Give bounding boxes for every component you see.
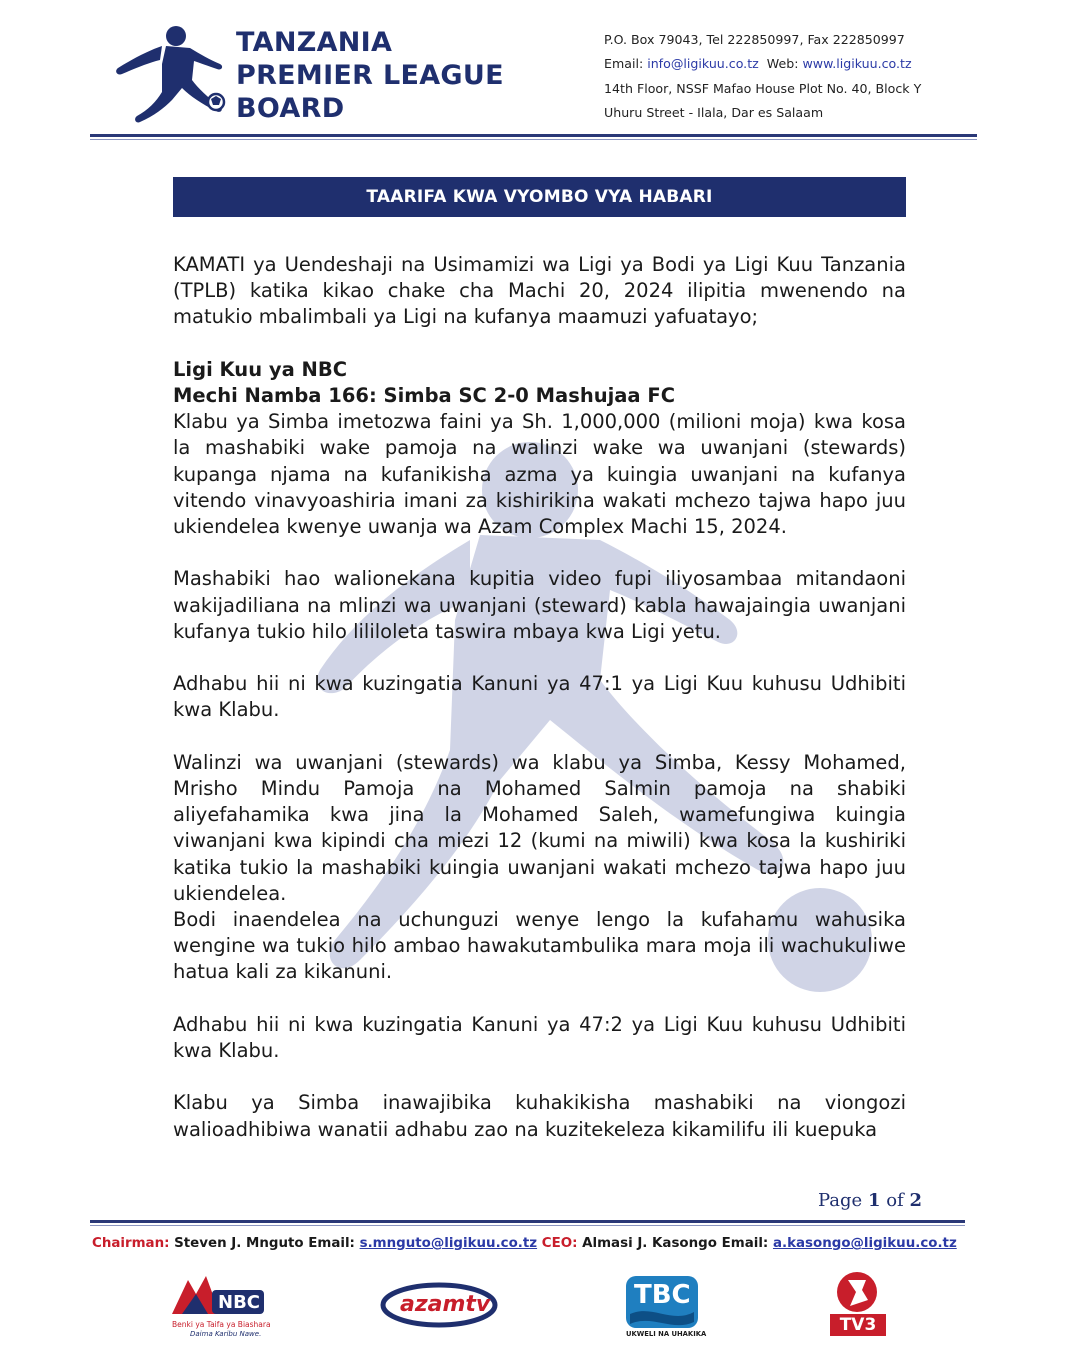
nbc-logo — [168, 1270, 271, 1340]
intro-paragraph: KAMATI ya Uendeshaji na Usimamizi wa Ligi ya Bodi ya Ligi Kuu Tanzania (TPLB) katika kikao chake cha Machi 20, 2024 ilipitia mwenendo na matukio mbalimbali ya Ligi na kufanya maamuzi yafuatayo; — [173, 253, 906, 329]
azamtv-name: azamtv — [400, 1292, 491, 1317]
tv3-logo — [824, 1270, 890, 1340]
chairman-label: Chairman: — [92, 1236, 170, 1251]
ceo-name: Almasi J. Kasongo Email: — [582, 1236, 769, 1251]
contact-web-line — [604, 52, 921, 76]
email-link[interactable]: info@ligikuu.co.tz — [647, 56, 759, 72]
footer-divider-thin — [90, 1225, 965, 1226]
match-heading: Mechi Namba 166: Simba SC 2-0 Mashujaa FC — [173, 384, 676, 407]
tv3-circle-icon — [832, 1270, 898, 1314]
tv3-name: TV3 — [830, 1314, 886, 1336]
league-logo-icon — [110, 24, 228, 124]
paragraph-investigation: Bodi inaendelea na uchunguzi wenye lengo la kufahamu wahusika wengine wa tukio hilo ambao hawakutambulika mara moja ili wachukuliwe hatua kali za kikanuni. — [173, 908, 906, 984]
ceo-label: CEO: — [541, 1236, 578, 1251]
ceo-email-link[interactable]: a.kasongo@ligikuu.co.tz — [772, 1236, 957, 1251]
contact-block — [604, 28, 921, 125]
nbc-name: NBC — [218, 1292, 260, 1313]
azamtv-logo — [380, 1270, 498, 1340]
address-line2: Uhuru Street - Ilala, Dar es Salaam — [604, 104, 824, 120]
paragraph-rule-47-1: Adhabu hii ni kwa kuzingatia Kanuni ya 47:1 ya Ligi Kuu kuhusu Udhibiti kwa Klabu. — [173, 672, 906, 722]
paragraph-rule-47-2: Adhabu hii ni kwa kuzingatia Kanuni ya 47:2 ya Ligi Kuu kuhusu Udhibiti kwa Klabu. — [173, 1012, 906, 1063]
contact-phone-line: P.O. Box 79043, Tel 222850997, Fax 222850997 — [604, 32, 905, 47]
header-divider-thin — [90, 139, 977, 140]
address-line1: 14th Floor, NSSF Mafao House Plot No. 40, Block Y — [604, 80, 922, 96]
page-total: 2 — [909, 1190, 922, 1211]
org-name-line1: TANZANIA — [236, 27, 393, 58]
press-release-banner: TAARIFA KWA VYOMBO VYA HABARI — [173, 177, 906, 217]
page-number — [818, 1190, 922, 1211]
nbc-tagline: Benki ya Taifa ya Biashara — [172, 1320, 271, 1329]
paragraph-stewards-ban: Walinzi wa uwanjani (stewards) wa klabu ya Simba, Kessy Mohamed, Mrisho Mindu Pamoja na Mohamed Salmin pamoja na shabiki aliyefahamika kwa jina la Mohamed Saleh, wamefungiwa kuingia viwanjani kwa kipindi cha miezi 12 (kumi na miwili) kwa kosa la kushiriki katika tukio la mashabiki kuingia uwanjani wakati mchezo tajwa hapo juu ukiendelea. — [173, 750, 906, 905]
org-name — [236, 26, 504, 125]
org-name-line3: BOARD — [236, 93, 345, 124]
header-divider — [90, 134, 977, 137]
paragraph-fine: Klabu ya Simba imetozwa faini ya Sh. 1,000,000 (milioni moja) kwa kosa la mashabiki wake pamoja na walinzi wake wa uwanjani (stewards) kupanga njama na kufanikisha azma ya kuingia uwanjani na kufanya vitendo vinavyoashiria imani za kishirikina wakati mchezo tajwa hapo juu ukiendelea kwenye uwanja wa Azam Complex Machi 15, 2024. — [173, 410, 906, 539]
league-heading: Ligi Kuu ya NBC — [173, 357, 348, 381]
tbc-tagline: UKWELI NA UHAKIKA — [626, 1330, 707, 1338]
footer-divider — [90, 1220, 965, 1223]
web-link[interactable]: www.ligikuu.co.tz — [802, 56, 912, 72]
web-label: Web: — [766, 56, 799, 72]
letterhead — [90, 18, 980, 130]
org-name-line2: PREMIER LEAGUE — [236, 60, 504, 91]
page-current: 1 — [867, 1190, 881, 1211]
chairman-email-link[interactable]: s.mnguto@ligikuu.co.tz — [359, 1236, 538, 1251]
tbc-logo — [622, 1270, 707, 1340]
officials-line — [92, 1236, 957, 1251]
tbc-name: TBC — [634, 1280, 691, 1310]
page-label: Page — [818, 1190, 863, 1211]
email-label: Email: — [604, 56, 644, 72]
page-of: of — [886, 1190, 904, 1211]
paragraph-compliance: Klabu ya Simba inawajibika kuhakikisha mashabiki na viongozi walioadhibiwa wanatii adhabu zao na kuzitekeleza kikamilifu ili kuepuka — [173, 1091, 906, 1141]
document-body — [173, 252, 906, 1143]
nbc-tagline2: Daima Karibu Nawe. — [190, 1330, 262, 1338]
paragraph-video: Mashabiki hao walionekana kupitia video fupi iliyosambaa mitandaoni wakijadiliana na mlinzi wa uwanjani (steward) kabla hawajaingia uwanjani kufanya tukio hilo lililoleta taswira mbaya kwa Ligi yetu. — [173, 567, 906, 643]
chairman-name: Steven J. Mnguto Email: — [174, 1236, 355, 1251]
